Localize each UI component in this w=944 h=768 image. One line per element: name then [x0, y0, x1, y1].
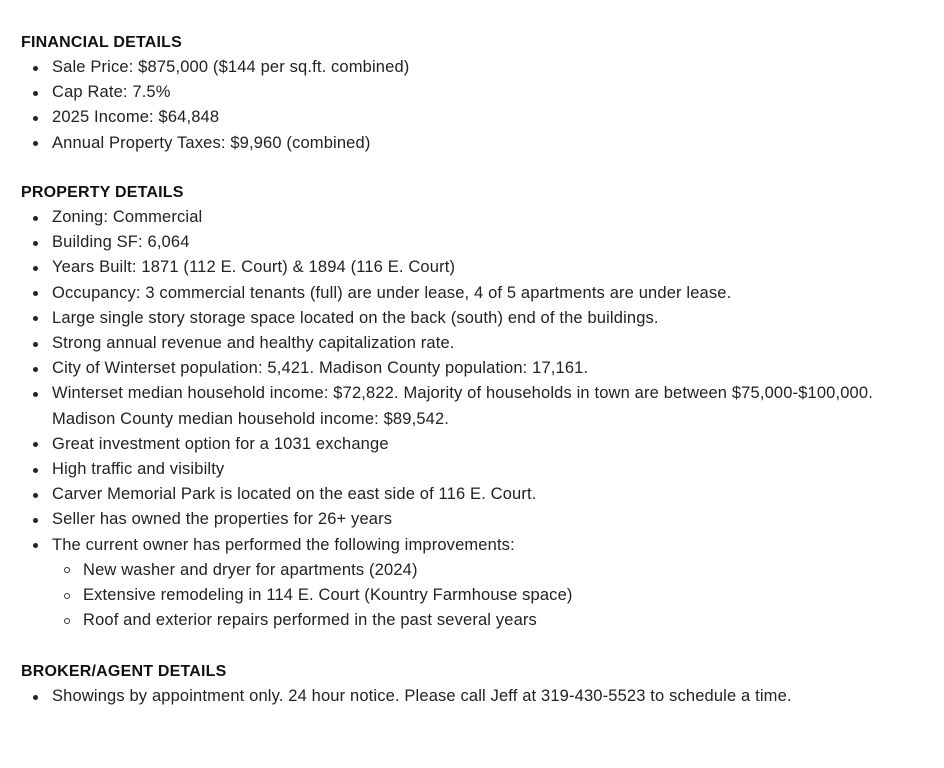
list-item-revenue: Strong annual revenue and healthy capitalization rate.	[21, 331, 921, 356]
broker-details-list	[21, 684, 921, 709]
list-item-property-taxes: Annual Property Taxes: $9,960 (combined)	[21, 131, 921, 156]
list-item-occupancy: Occupancy: 3 commercial tenants (full) are under lease, 4 of 5 apartments are under lease.	[21, 281, 921, 306]
list-item-population: City of Winterset population: 5,421. Madison County population: 17,161.	[21, 356, 921, 381]
list-item-improvements-label: The current owner has performed the following improvements:	[52, 535, 515, 554]
sublist-item-roof-repairs: Roof and exterior repairs performed in the past several years	[52, 608, 921, 633]
financial-details-list	[21, 55, 921, 156]
sublist-item-washer-dryer: New washer and dryer for apartments (2024)	[52, 558, 921, 583]
property-details-heading: PROPERTY DETAILS	[21, 184, 184, 201]
list-item-showings: Showings by appointment only. 24 hour notice. Please call Jeff at 319-430-5523 to schedule a time.	[21, 684, 921, 709]
sublist-item-remodeling: Extensive remodeling in 114 E. Court (Kountry Farmhouse space)	[52, 583, 921, 608]
list-item-sale-price: Sale Price: $875,000 ($144 per sq.ft. combined)	[21, 55, 921, 80]
financial-details-heading: FINANCIAL DETAILS	[21, 34, 183, 51]
list-item-income: 2025 Income: $64,848	[21, 105, 921, 130]
list-item-building-sf: Building SF: 6,064	[21, 230, 921, 255]
list-item-traffic: High traffic and visibilty	[21, 457, 921, 482]
list-item-years-built: Years Built: 1871 (112 E. Court) & 1894 (116 E. Court)	[21, 255, 921, 280]
list-item-park: Carver Memorial Park is located on the east side of 116 E. Court.	[21, 482, 921, 507]
list-item-improvements	[21, 533, 921, 634]
financial-details-section	[21, 30, 921, 156]
list-item-cap-rate: Cap Rate: 7.5%	[21, 80, 921, 105]
list-item-household-income: Winterset median household income: $72,822. Majority of households in town are between $75,000-$100,000. Madison County median household income: $89,542.	[21, 381, 921, 431]
property-details-section	[21, 180, 921, 633]
broker-details-section	[21, 659, 921, 709]
improvements-sublist	[52, 558, 921, 634]
list-item-investment-option: Great investment option for a 1031 exchange	[21, 432, 921, 457]
list-item-ownership: Seller has owned the properties for 26+ years	[21, 507, 921, 532]
list-item-storage-space: Large single story storage space located on the back (south) end of the buildings.	[21, 306, 921, 331]
list-item-zoning: Zoning: Commercial	[21, 205, 921, 230]
broker-details-heading: BROKER/AGENT DETAILS	[21, 663, 227, 680]
property-details-list	[21, 205, 921, 633]
